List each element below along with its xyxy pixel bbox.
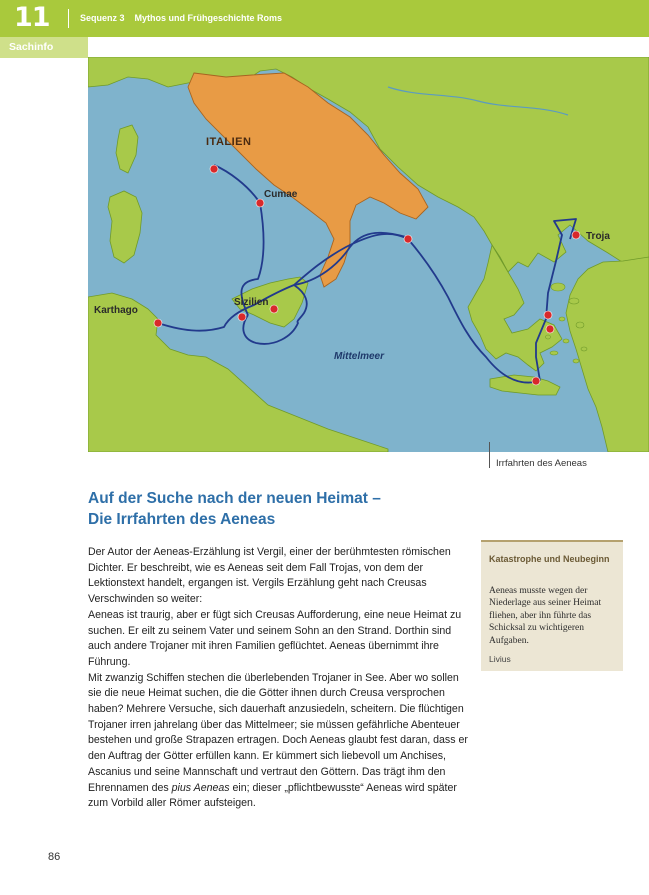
sequence-label: Sequenz 3: [80, 13, 125, 23]
stop-latium: [210, 165, 218, 173]
article-headline: [88, 488, 508, 530]
article-paragraph-2: Aeneas ist traurig, aber er fügt sich Creusas Aufforderung, eine neue Heimat zu suchen. Er eilt zu seinem Vater und seinem Sohn an den Strand. Dorthin sind auch andere Trojaner mit ihren Familien geflüchtet. Aeneas übernimmt ihre Führung.: [88, 608, 462, 668]
pius-aeneas-term: pius Aeneas: [171, 781, 230, 794]
map-label-karthago: Karthago: [94, 305, 138, 316]
stop-karthago: [154, 319, 162, 327]
stop-sicily-west: [238, 313, 246, 321]
map-label-sizilien: Sizilien: [234, 297, 269, 308]
chapter-number: 11: [14, 2, 50, 33]
page-number: 86: [48, 851, 61, 863]
stop-cumae: [256, 199, 264, 207]
stop-epirus: [404, 235, 412, 243]
stop-troja: [572, 231, 580, 239]
sequence-heading: [80, 13, 282, 23]
sidebox-source: Livius: [489, 654, 511, 664]
sidebox-title: Katastrophe und Neubeginn: [489, 554, 610, 564]
stop-sicily-east: [270, 305, 278, 313]
route-map-svg: [88, 57, 649, 452]
article-paragraph-1: Der Autor der Aeneas-Erzählung ist Vergil, einer der berühmtesten römischen Dichter. Er beschreibt, wie es Aeneas seit dem Fall Trojas, von dem der Lektionstext handelt, ergangen ist. Vergils Erzählung geht nach Creusas Verschwinden so weiter:: [88, 546, 451, 606]
stop-aegean-2: [546, 325, 554, 333]
section-tab-label: Sachinfo: [9, 41, 54, 53]
map-label-cumae: Cumae: [264, 189, 298, 200]
map-caption-marker: [489, 442, 490, 468]
headline-line-2: Die Irrfahrten des Aeneas: [88, 511, 276, 528]
paragraph-3-text: Mit zwanzig Schiffen stechen die überlebenden Trojaner in See. Aber wo sollen sie die neue Heimat suchen, die die Götter ihnen durch Creusa versprochen haben? Mehrere Versuche, sich dauerhaft anzusiedeln, scheitern. Die flüchtigen Trojaner irren jahrelang über das Mittelmeer; sie müssen gefährliche Abenteuer bestehen und große Strapazen ertragen. Doch Aeneas glaubt fest daran, dass er den Auftrag der Götter erfüllen kann. Er kümmert sich liebevoll um Anchises, Ascanius und seine Mannschaft und vertraut den Göttern. Das trägt ihm den Ehrennamen des: [88, 671, 468, 794]
quote-sidebox: [481, 540, 623, 671]
stop-aegean-1: [544, 311, 552, 319]
sidebox-quote: Aeneas musste wegen der Niederlage aus seiner Heimat fliehen, aber ihn führte das Schicksal zu wichtigeren Aufgaben.: [489, 586, 602, 646]
headline-line-1: Auf der Suche nach der neuen Heimat –: [88, 490, 381, 507]
header-divider: [68, 9, 69, 28]
article-paragraph-3: [88, 671, 473, 812]
map-label-italien: ITALIEN: [206, 136, 252, 148]
stop-crete: [532, 377, 540, 385]
map-label-troja: Troja: [586, 231, 610, 242]
route-map: [88, 57, 649, 452]
section-tab: [0, 37, 88, 58]
article-body: [88, 545, 473, 812]
map-caption: Irrfahrten des Aeneas: [496, 458, 587, 469]
sequence-title: Mythos und Frühgeschichte Roms: [134, 13, 283, 23]
map-label-mittelmeer: Mittelmeer: [334, 351, 385, 362]
chapter-header-bar: [0, 0, 649, 37]
paragraph-3-ending: ein; dieser „pflichtbewusste“ Aeneas wird später zum Vorbild aller Römer aufsteigen.: [88, 781, 457, 810]
